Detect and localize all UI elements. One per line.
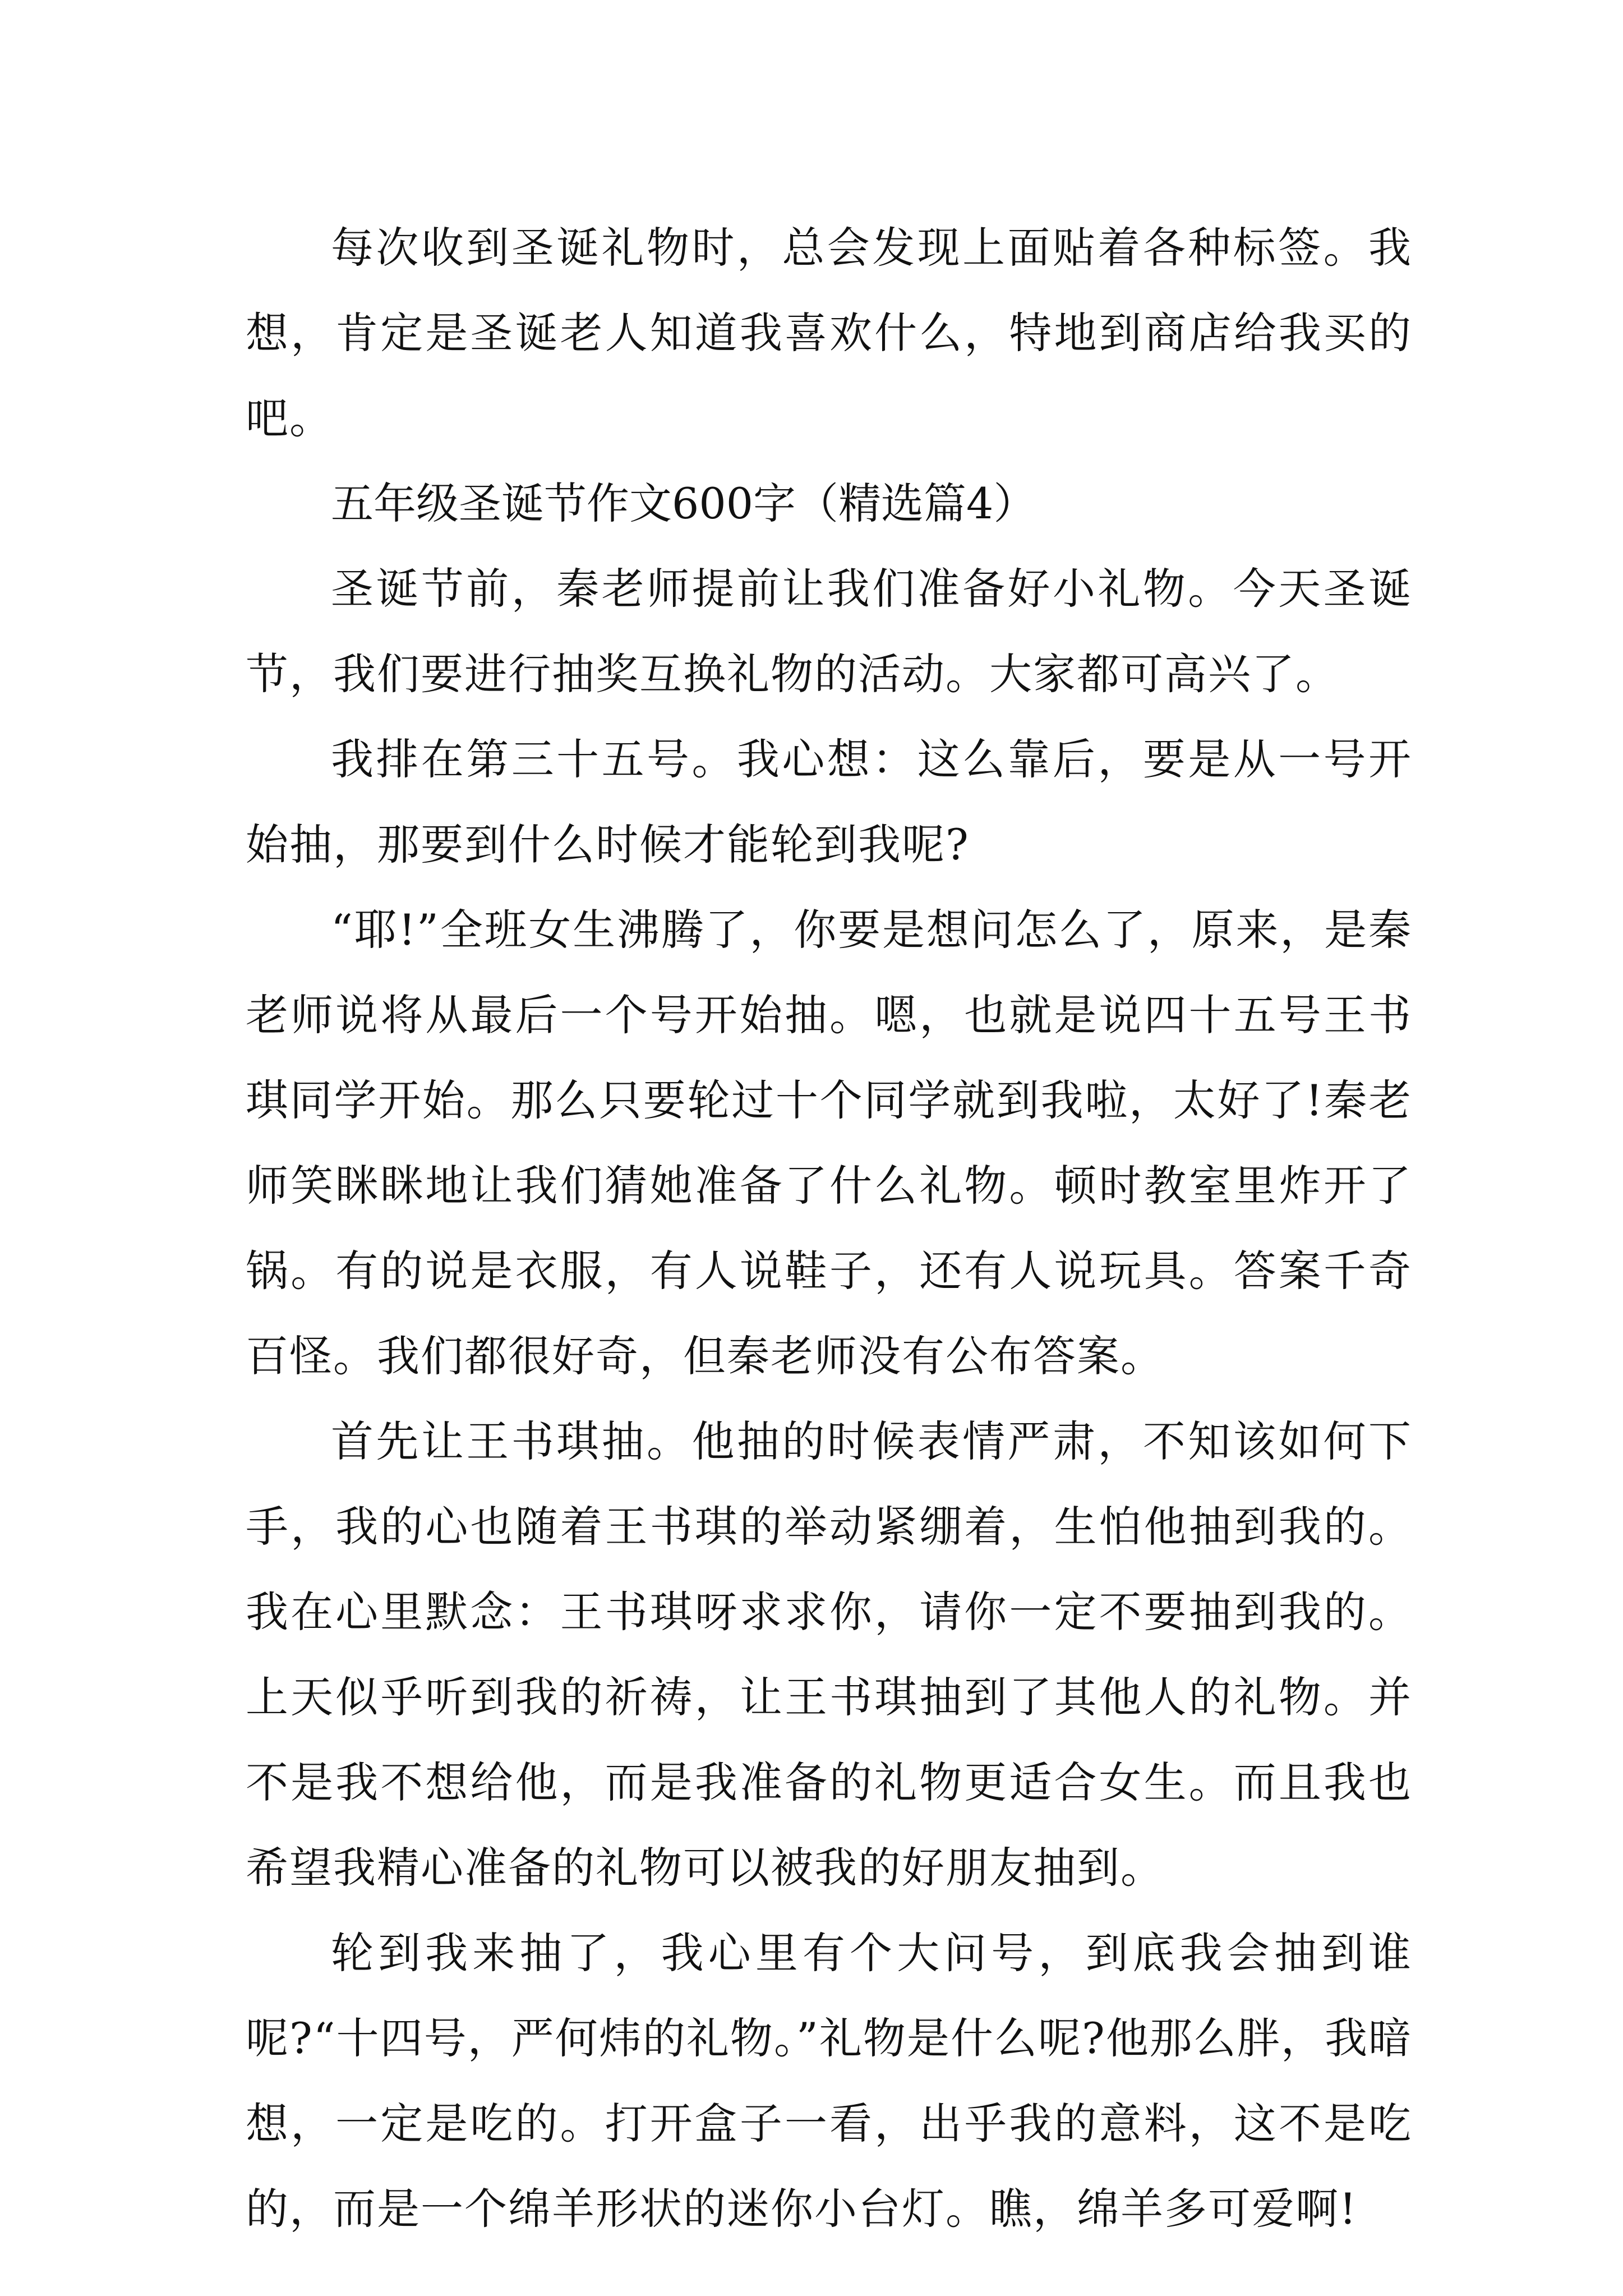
paragraph-gift-labels: 每次收到圣诞礼物时，总会发现上面贴着各种标签。我想，肯定是圣诞老人知道我喜欢什么，特地到商店给我买的吧。 — [246, 223, 1412, 443]
paragraph-class-excitement: “耶!”全班女生沸腾了，你要是想问怎么了，原来，是秦老师说将从最后一个号开始抽。嗯，也就是说四十五号王书琪同学开始。那么只要轮过十个同学就到我啦，太好了!秦老师笑眯眯地让我们猜她准备了什么礼物。顿时教室里炸开了锅。有的说是衣服，有人说鞋子，还有人说玩具。答案千奇百怪。我们都很好奇，但秦老师没有公布答案。 — [246, 905, 1412, 1381]
document-body — [246, 205, 1412, 2252]
section-heading: 五年级圣诞节作文600字（精选篇4） — [331, 478, 1036, 528]
paragraph-my-draw: 轮到我来抽了，我心里有个大问号，到底我会抽到谁呢?“十四号，严何炜的礼物。”礼物是什么呢?他那么胖，我暗想，一定是吃的。打开盒子一看，出乎我的意料，这不是吃的，而是一个绵羊形状的迷你小台灯。瞧，绵羊多可爱啊! — [246, 1928, 1412, 2234]
paragraph-christmas-prep: 圣诞节前，秦老师提前让我们准备好小礼物。今天圣诞节，我们要进行抽奖互换礼物的活动。大家都可高兴了。 — [246, 564, 1412, 699]
paragraph-queue-number: 我排在第三十五号。我心想：这么靠后，要是从一号开始抽，那要到什么时候才能轮到我呢? — [246, 734, 1412, 869]
paragraph-first-draw: 首先让王书琪抽。他抽的时候表情严肃，不知该如何下手，我的心也随着王书琪的举动紧绷着，生怕他抽到我的。我在心里默念：王书琪呀求求你，请你一定不要抽到我的。上天似乎听到我的祈祷，让王书琪抽到了其他人的礼物。并不是我不想给他，而是我准备的礼物更适合女生。而且我也希望我精心准备的礼物可以被我的好朋友抽到。 — [246, 1416, 1412, 1893]
